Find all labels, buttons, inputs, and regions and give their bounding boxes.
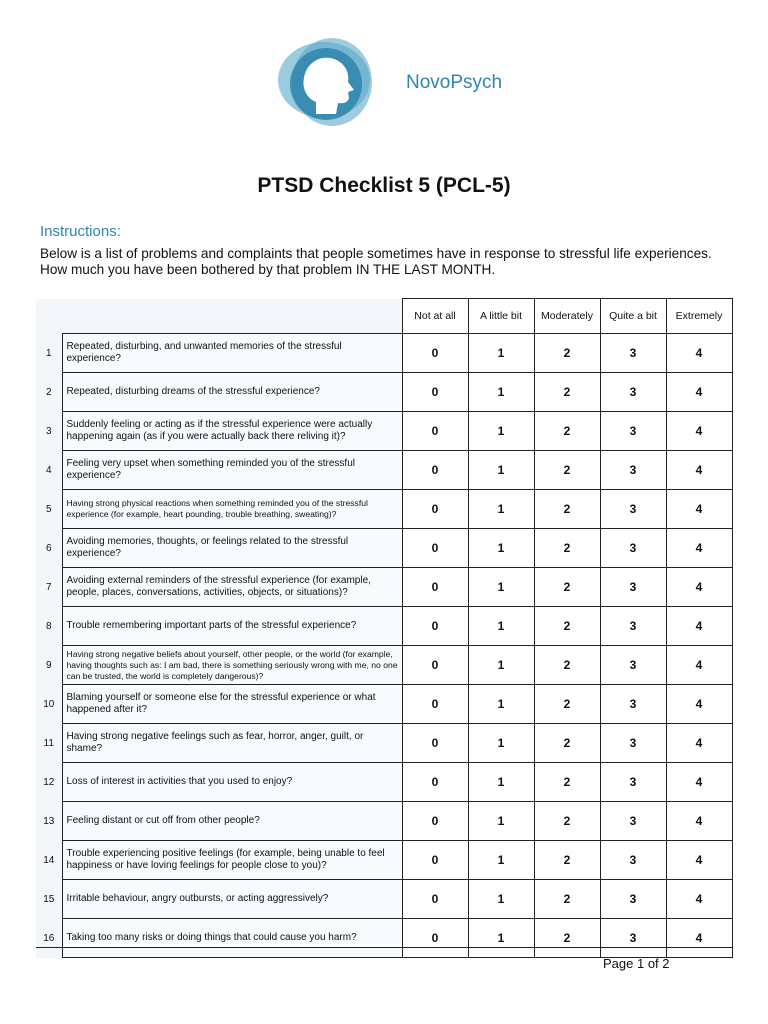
score-option-1[interactable]: 1 bbox=[468, 490, 534, 529]
score-option-2[interactable]: 2 bbox=[534, 334, 600, 373]
score-option-4[interactable]: 4 bbox=[666, 607, 732, 646]
score-option-4[interactable]: 4 bbox=[666, 412, 732, 451]
item-question: Avoiding memories, thoughts, or feelings related to the stressful experience? bbox=[62, 529, 402, 568]
item-number: 1 bbox=[36, 334, 62, 373]
page-title: PTSD Checklist 5 (PCL-5) bbox=[257, 174, 511, 197]
score-option-3[interactable]: 3 bbox=[600, 919, 666, 958]
item-number: 16 bbox=[36, 919, 62, 958]
score-option-2[interactable]: 2 bbox=[534, 373, 600, 412]
score-option-3[interactable]: 3 bbox=[600, 880, 666, 919]
score-option-1[interactable]: 1 bbox=[468, 841, 534, 880]
score-option-0[interactable]: 0 bbox=[402, 373, 468, 412]
score-option-4[interactable]: 4 bbox=[666, 490, 732, 529]
score-option-0[interactable]: 0 bbox=[402, 529, 468, 568]
score-option-4[interactable]: 4 bbox=[666, 919, 732, 958]
item-question: Loss of interest in activities that you used to enjoy? bbox=[62, 763, 402, 802]
header-blank-cell bbox=[62, 299, 402, 334]
header-blank-cell bbox=[36, 299, 62, 334]
item-question: Feeling distant or cut off from other people? bbox=[62, 802, 402, 841]
score-option-2[interactable]: 2 bbox=[534, 490, 600, 529]
score-option-0[interactable]: 0 bbox=[402, 841, 468, 880]
table-row bbox=[36, 568, 732, 607]
score-option-1[interactable]: 1 bbox=[468, 802, 534, 841]
instructions-heading: Instructions: bbox=[40, 223, 121, 240]
table-row bbox=[36, 607, 732, 646]
item-question: Trouble experiencing positive feelings (for example, being unable to feel happiness or have loving feelings for people close to you)? bbox=[62, 841, 402, 880]
item-number: 6 bbox=[36, 529, 62, 568]
option-quite-a-bit: Quite a bit bbox=[600, 299, 666, 334]
score-option-2[interactable]: 2 bbox=[534, 529, 600, 568]
score-option-3[interactable]: 3 bbox=[600, 685, 666, 724]
score-option-1[interactable]: 1 bbox=[468, 607, 534, 646]
score-option-1[interactable]: 1 bbox=[468, 685, 534, 724]
score-option-3[interactable]: 3 bbox=[600, 490, 666, 529]
item-question: Repeated, disturbing dreams of the stressful experience? bbox=[62, 373, 402, 412]
page-number: Page 1 of 2 bbox=[603, 956, 670, 971]
table-row bbox=[36, 646, 732, 685]
score-option-3[interactable]: 3 bbox=[600, 373, 666, 412]
score-option-2[interactable]: 2 bbox=[534, 880, 600, 919]
score-option-3[interactable]: 3 bbox=[600, 607, 666, 646]
score-option-0[interactable]: 0 bbox=[402, 568, 468, 607]
score-option-0[interactable]: 0 bbox=[402, 724, 468, 763]
item-question: Avoiding external reminders of the stressful experience (for example, people, places, conversations, activities, objects, or situations)? bbox=[62, 568, 402, 607]
option-a-little-bit: A little bit bbox=[468, 299, 534, 334]
item-number: 7 bbox=[36, 568, 62, 607]
score-option-0[interactable]: 0 bbox=[402, 802, 468, 841]
score-option-3[interactable]: 3 bbox=[600, 529, 666, 568]
item-question: Feeling very upset when something reminded you of the stressful experience? bbox=[62, 451, 402, 490]
item-question: Having strong physical reactions when something reminded you of the stressful experience (for example, heart pounding, trouble breathing, sweating)? bbox=[62, 490, 402, 529]
score-option-3[interactable]: 3 bbox=[600, 763, 666, 802]
score-option-0[interactable]: 0 bbox=[402, 685, 468, 724]
score-option-4[interactable]: 4 bbox=[666, 724, 732, 763]
score-option-2[interactable]: 2 bbox=[534, 685, 600, 724]
item-question: Having strong negative beliefs about yourself, other people, or the world (for example, having thoughts such as: I am bad, there is something seriously wrong with me, no one can be trusted, the world is completely dangerous)? bbox=[62, 646, 402, 685]
item-number: 12 bbox=[36, 763, 62, 802]
table-row bbox=[36, 373, 732, 412]
score-option-0[interactable]: 0 bbox=[402, 880, 468, 919]
score-option-0[interactable]: 0 bbox=[402, 763, 468, 802]
score-option-0[interactable]: 0 bbox=[402, 490, 468, 529]
instructions-text: Below is a list of problems and complaints that people sometimes have in response to stressful life experiences. How much you have been bothered by that problem IN THE LAST MONTH. bbox=[40, 246, 712, 277]
score-option-1[interactable]: 1 bbox=[468, 334, 534, 373]
table-row bbox=[36, 763, 732, 802]
score-option-3[interactable]: 3 bbox=[600, 724, 666, 763]
item-question: Having strong negative feelings such as fear, horror, anger, guilt, or shame? bbox=[62, 724, 402, 763]
table-row bbox=[36, 802, 732, 841]
score-option-2[interactable]: 2 bbox=[534, 919, 600, 958]
item-number: 8 bbox=[36, 607, 62, 646]
score-option-1[interactable]: 1 bbox=[468, 880, 534, 919]
score-option-3[interactable]: 3 bbox=[600, 646, 666, 685]
score-option-0[interactable]: 0 bbox=[402, 451, 468, 490]
score-option-2[interactable]: 2 bbox=[534, 646, 600, 685]
score-option-1[interactable]: 1 bbox=[468, 412, 534, 451]
table-row bbox=[36, 841, 732, 880]
score-option-1[interactable]: 1 bbox=[468, 451, 534, 490]
option-extremely: Extremely bbox=[666, 299, 732, 334]
score-option-4[interactable]: 4 bbox=[666, 685, 732, 724]
score-option-4[interactable]: 4 bbox=[666, 841, 732, 880]
score-option-3[interactable]: 3 bbox=[600, 451, 666, 490]
score-option-2[interactable]: 2 bbox=[534, 412, 600, 451]
score-option-4[interactable]: 4 bbox=[666, 646, 732, 685]
item-number: 13 bbox=[36, 802, 62, 841]
table-row bbox=[36, 490, 732, 529]
score-option-3[interactable]: 3 bbox=[600, 802, 666, 841]
score-option-2[interactable]: 2 bbox=[534, 802, 600, 841]
score-option-4[interactable]: 4 bbox=[666, 568, 732, 607]
score-option-3[interactable]: 3 bbox=[600, 568, 666, 607]
score-option-3[interactable]: 3 bbox=[600, 841, 666, 880]
item-number: 11 bbox=[36, 724, 62, 763]
checklist-table bbox=[36, 298, 733, 958]
score-option-4[interactable]: 4 bbox=[666, 334, 732, 373]
score-option-3[interactable]: 3 bbox=[600, 334, 666, 373]
score-option-1[interactable]: 1 bbox=[468, 646, 534, 685]
score-option-4[interactable]: 4 bbox=[666, 802, 732, 841]
score-option-2[interactable]: 2 bbox=[534, 607, 600, 646]
item-question: Suddenly feeling or acting as if the stressful experience were actually happening again (as if you were actually back there reliving it)? bbox=[62, 412, 402, 451]
score-option-4[interactable]: 4 bbox=[666, 373, 732, 412]
score-option-0[interactable]: 0 bbox=[402, 334, 468, 373]
table-row bbox=[36, 529, 732, 568]
table-row bbox=[36, 880, 732, 919]
item-number: 4 bbox=[36, 451, 62, 490]
score-option-3[interactable]: 3 bbox=[600, 412, 666, 451]
table-row bbox=[36, 412, 732, 451]
score-option-1[interactable]: 1 bbox=[468, 724, 534, 763]
score-option-0[interactable]: 0 bbox=[402, 607, 468, 646]
table-row bbox=[36, 334, 732, 373]
item-number: 3 bbox=[36, 412, 62, 451]
novopsych-logo bbox=[276, 36, 380, 128]
option-not-at-all: Not at all bbox=[402, 299, 468, 334]
score-option-2[interactable]: 2 bbox=[534, 451, 600, 490]
brand-name: NovoPsych bbox=[406, 72, 503, 93]
score-option-0[interactable]: 0 bbox=[402, 646, 468, 685]
table-row bbox=[36, 919, 732, 958]
item-question: Trouble remembering important parts of the stressful experience? bbox=[62, 607, 402, 646]
score-option-1[interactable]: 1 bbox=[468, 529, 534, 568]
item-question: Taking too many risks or doing things that could cause you harm? bbox=[62, 919, 402, 958]
score-option-2[interactable]: 2 bbox=[534, 568, 600, 607]
score-option-4[interactable]: 4 bbox=[666, 451, 732, 490]
table-row bbox=[36, 685, 732, 724]
score-option-1[interactable]: 1 bbox=[468, 919, 534, 958]
item-number: 14 bbox=[36, 841, 62, 880]
score-option-1[interactable]: 1 bbox=[468, 373, 534, 412]
score-option-1[interactable]: 1 bbox=[468, 568, 534, 607]
score-option-1[interactable]: 1 bbox=[468, 763, 534, 802]
score-option-2[interactable]: 2 bbox=[534, 724, 600, 763]
item-question: Irritable behaviour, angry outbursts, or acting aggressively? bbox=[62, 880, 402, 919]
table-row bbox=[36, 451, 732, 490]
header-row bbox=[36, 299, 732, 334]
option-moderately: Moderately bbox=[534, 299, 600, 334]
item-number: 2 bbox=[36, 373, 62, 412]
score-option-2[interactable]: 2 bbox=[534, 841, 600, 880]
score-option-0[interactable]: 0 bbox=[402, 919, 468, 958]
item-question: Repeated, disturbing, and unwanted memories of the stressful experience? bbox=[62, 334, 402, 373]
score-option-4[interactable]: 4 bbox=[666, 763, 732, 802]
item-number: 10 bbox=[36, 685, 62, 724]
item-number: 5 bbox=[36, 490, 62, 529]
score-option-4[interactable]: 4 bbox=[666, 880, 732, 919]
score-option-0[interactable]: 0 bbox=[402, 412, 468, 451]
footer-divider bbox=[36, 947, 732, 948]
score-option-4[interactable]: 4 bbox=[666, 529, 732, 568]
table-row bbox=[36, 724, 732, 763]
score-option-2[interactable]: 2 bbox=[534, 763, 600, 802]
item-number: 15 bbox=[36, 880, 62, 919]
item-number: 9 bbox=[36, 646, 62, 685]
item-question: Blaming yourself or someone else for the stressful experience or what happened after it? bbox=[62, 685, 402, 724]
